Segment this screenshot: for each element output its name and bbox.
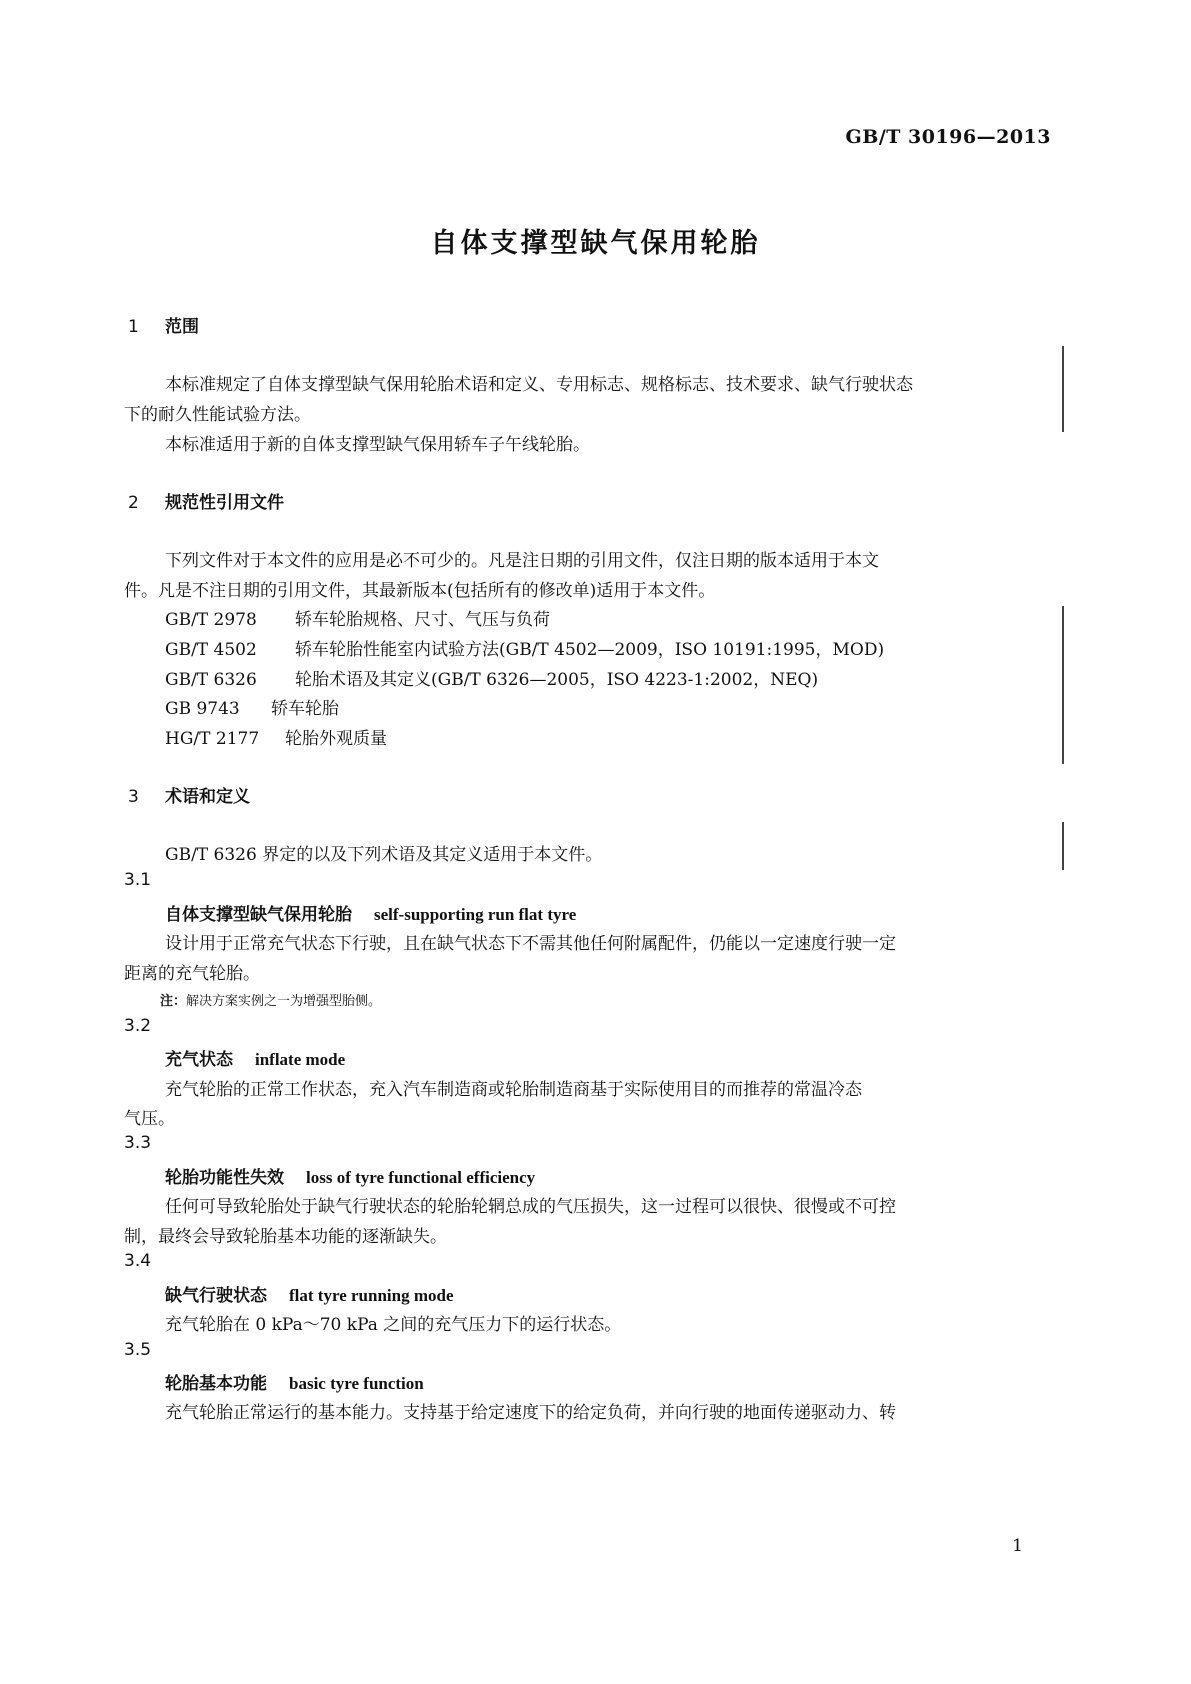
page-number: 1 — [1012, 1536, 1023, 1556]
term-english: basic tyre function — [289, 1374, 424, 1393]
reference-item — [165, 724, 387, 749]
definition-line: 充气轮胎在 0 kPa～70 kPa 之间的充气压力下的运行状态。 — [165, 1315, 622, 1335]
term-english: self-supporting run flat tyre — [374, 905, 577, 924]
definition-line: 距离的充气轮胎。 — [124, 964, 260, 984]
term-english: flat tyre running mode — [289, 1286, 454, 1305]
term-english: inflate mode — [255, 1050, 346, 1069]
term-heading — [165, 1045, 345, 1070]
reference-title: 轿车轮胎性能室内试验方法(GB/T 4502—2009，ISO 10191:1995，MOD) — [295, 640, 885, 660]
reference-code: GB 9743 — [165, 699, 240, 719]
reference-code: HG/T 2177 — [165, 729, 260, 749]
term-chinese: 缺气行驶状态 — [165, 1286, 267, 1306]
change-bar — [1062, 606, 1064, 764]
term-english: loss of tyre functional efficiency — [306, 1168, 536, 1187]
reference-title: 轿车轮胎 — [271, 699, 339, 719]
paragraph-line: 下的耐久性能试验方法。 — [124, 405, 311, 425]
section-3-heading — [128, 782, 250, 807]
reference-item — [165, 605, 550, 630]
note-text: 解决方案实例之一为增强型胎侧。 — [186, 994, 382, 1009]
section-title: 术语和定义 — [165, 787, 250, 807]
paragraph-line: GB/T 6326 界定的以及下列术语及其定义适用于本文件。 — [165, 845, 603, 865]
section-number: 3 — [128, 787, 139, 807]
change-bar — [1062, 822, 1064, 870]
section-title: 范围 — [165, 317, 199, 337]
definition-line: 设计用于正常充气状态下行驶，且在缺气状态下不需其他任何附属配件，仍能以一定速度行驶一定 — [165, 934, 896, 954]
term-number: 3.4 — [124, 1251, 152, 1271]
change-bar — [1062, 346, 1064, 432]
definition-line: 充气轮胎正常运行的基本能力。支持基于给定速度下的给定负荷，并向行驶的地面传递驱动力、转 — [165, 1403, 896, 1423]
reference-title: 轿车轮胎规格、尺寸、气压与负荷 — [295, 610, 550, 630]
term-heading — [165, 1281, 454, 1306]
reference-item — [165, 694, 339, 719]
definition-line: 充气轮胎的正常工作状态，充入汽车制造商或轮胎制造商基于实际使用目的而推荐的常温冷态 — [165, 1080, 862, 1100]
reference-code: GB/T 4502 — [165, 640, 257, 660]
note-label: 注： — [160, 994, 187, 1009]
section-number: 1 — [128, 317, 139, 337]
paragraph-line: 本标准适用于新的自体支撑型缺气保用轿车子午线轮胎。 — [165, 435, 590, 455]
note — [160, 990, 381, 1009]
page-title: 自体支撑型缺气保用轮胎 — [430, 228, 761, 259]
definition-line: 制，最终会导致轮胎基本功能的逐渐缺失。 — [124, 1227, 447, 1247]
reference-code: GB/T 6326 — [165, 670, 257, 690]
section-number: 2 — [128, 493, 139, 513]
paragraph-line: 本标准规定了自体支撑型缺气保用轮胎术语和定义、专用标志、规格标志、技术要求、缺气行驶状态 — [165, 375, 913, 395]
section-title: 规范性引用文件 — [165, 493, 284, 513]
reference-item — [165, 665, 818, 690]
reference-title: 轮胎术语及其定义(GB/T 6326—2005，ISO 4223-1:2002，NEQ) — [295, 670, 819, 690]
definition-line: 任何可导致轮胎处于缺气行驶状态的轮胎轮辋总成的气压损失，这一过程可以很快、很慢或不可控 — [165, 1197, 896, 1217]
term-number: 3.2 — [124, 1016, 152, 1036]
term-number: 3.5 — [124, 1340, 152, 1360]
document-id: GB/T 30196—2013 — [845, 126, 1051, 148]
term-chinese: 轮胎基本功能 — [165, 1374, 267, 1394]
paragraph-line: 件。凡是不注日期的引用文件，其最新版本(包括所有的修改单)适用于本文件。 — [124, 581, 716, 601]
paragraph-line: 下列文件对于本文件的应用是必不可少的。凡是注日期的引用文件，仅注日期的版本适用于本文 — [165, 551, 879, 571]
term-chinese: 充气状态 — [165, 1050, 233, 1070]
reference-code: GB/T 2978 — [165, 610, 257, 630]
term-number: 3.1 — [124, 870, 152, 890]
reference-title: 轮胎外观质量 — [285, 729, 387, 749]
term-chinese: 轮胎功能性失效 — [165, 1168, 284, 1188]
section-1-heading — [128, 312, 199, 337]
term-number: 3.3 — [124, 1133, 152, 1153]
term-heading — [165, 1163, 535, 1188]
reference-item — [165, 635, 884, 660]
term-heading — [165, 1369, 424, 1394]
term-heading — [165, 900, 576, 925]
section-2-heading — [128, 488, 284, 513]
term-chinese: 自体支撑型缺气保用轮胎 — [165, 905, 352, 925]
definition-line: 气压。 — [124, 1109, 175, 1129]
